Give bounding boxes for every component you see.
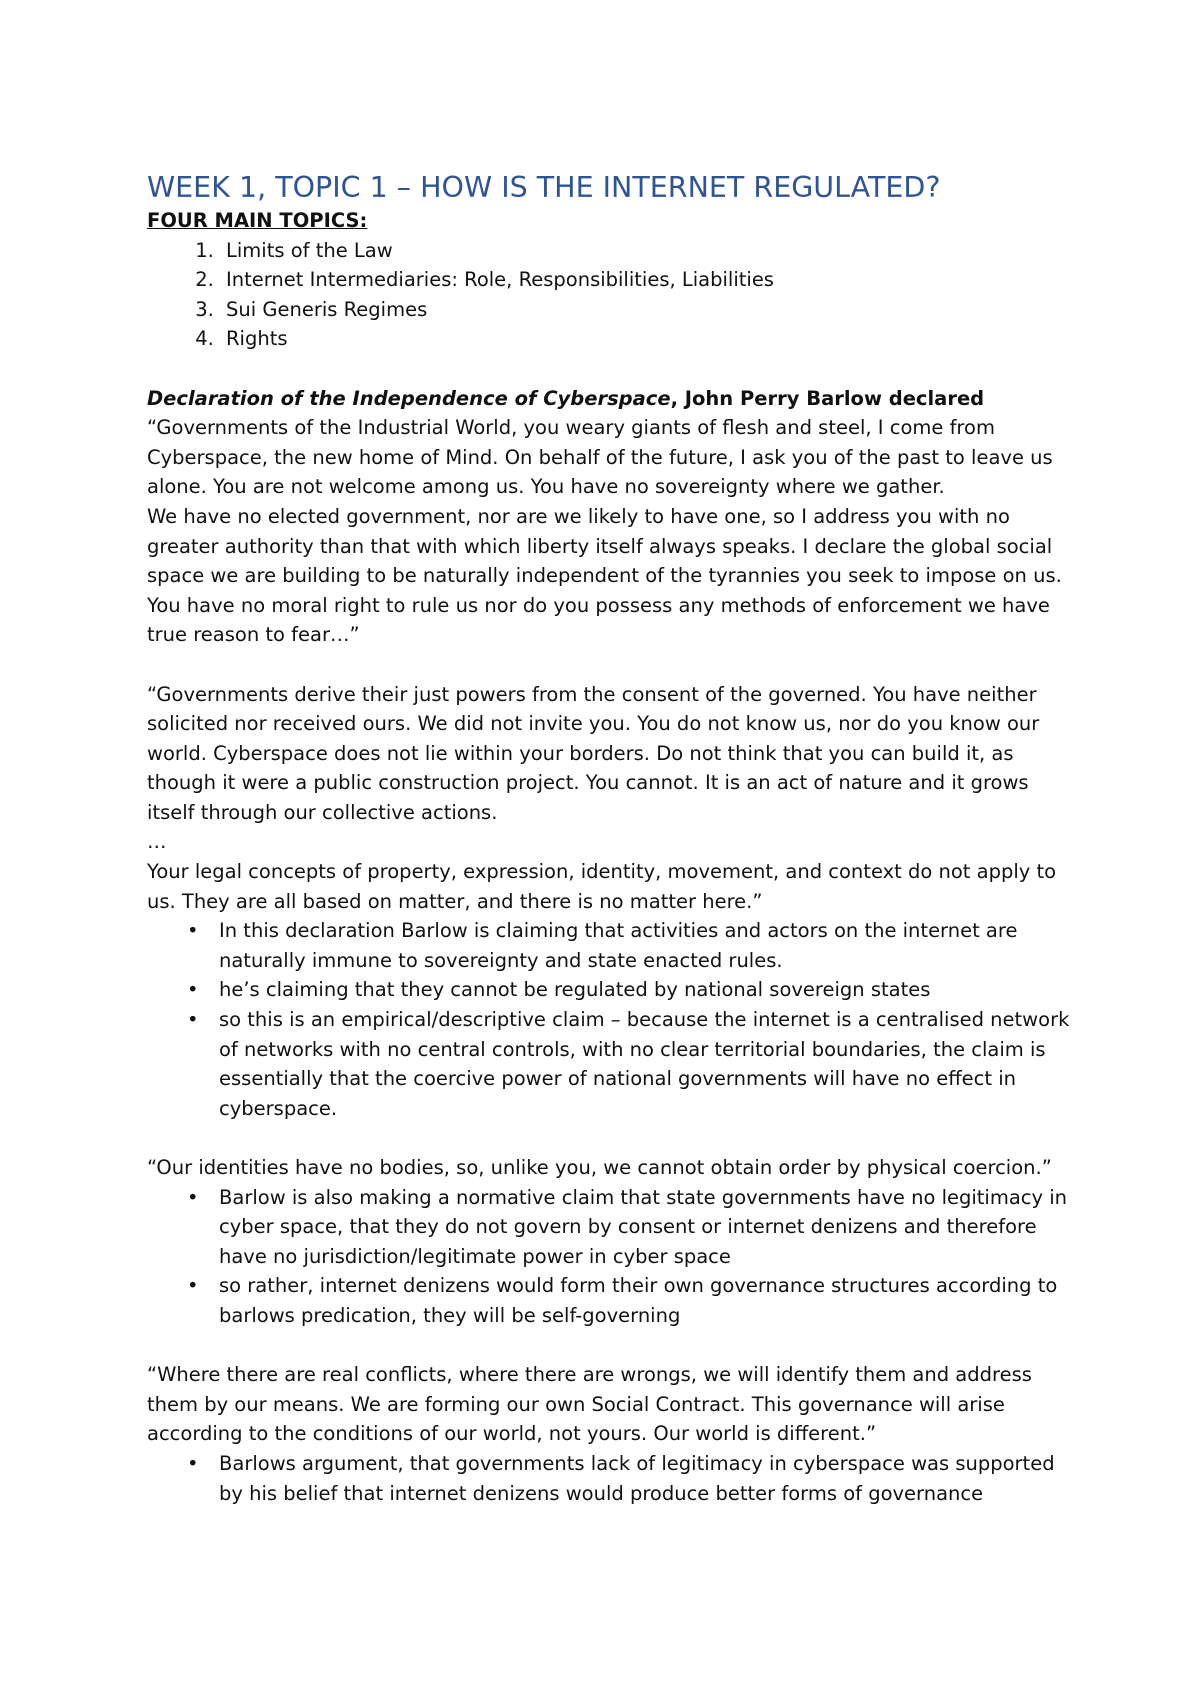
bullet-text: In this declaration Barlow is claiming that activities and actors on the internet are naturally immune to sovereignty and state enacted rules.: [219, 919, 1018, 972]
list-item: [187, 1005, 1080, 1123]
spacer: [147, 650, 1080, 680]
declaration-author: , John Perry Barlow declared: [670, 386, 985, 410]
spacer: [147, 1331, 1080, 1361]
bullet-text: he’s claiming that they cannot be regulated by national sovereign states: [219, 978, 931, 1002]
bullet-icon: •: [187, 978, 199, 1002]
bullet-text: Barlow is also making a normative claim that state governments have no legitimacy in cyber space, that they do not govern by consent or internet denizens and therefore have no jurisdiction/legitimate power in cyber space: [219, 1185, 1068, 1268]
bullet-text: so this is an empirical/descriptive claim – because the internet is a centralised network of networks with no central controls, with no clear territorial boundaries, the claim is essentially that the coercive power of national governments will have no effect in cyberspace.: [219, 1008, 1070, 1120]
quote-paragraph: We have no elected government, nor are we likely to have one, so I address you with no greater authority than that with which liberty itself always speaks. I declare the global social space we are building to be naturally independent of the tyrannies you seek to impose on us. You have no moral right to rule us nor do you possess any methods of enforcement we have true reason to fear…”: [147, 504, 1062, 647]
bullet-text: so rather, internet denizens would form their own governance structures according to barlows predication, they will be self-governing: [219, 1274, 1058, 1327]
bullet-icon: •: [187, 1274, 199, 1298]
list-item: 3. Sui Generis Regimes: [220, 295, 1080, 325]
list-item: [187, 916, 1080, 975]
topics-list: [147, 236, 1080, 354]
quote-paragraph: “Governments derive their just powers from the consent of the governed. You have neither solicited nor received ours. We did not invite you. You do not know us, nor do you know our world. Cyberspace does not lie within your borders. Do not think that you can build it, as though it were a public construction project. You cannot. It is an act of nature and it grows itself through our collective actions.: [147, 682, 1040, 824]
list-item: 4. Rights: [220, 324, 1080, 354]
quote-paragraph: “Our identities have no bodies, so, unlike you, we cannot obtain order by physical coercion.”: [147, 1156, 1052, 1179]
spacer: [147, 1123, 1080, 1153]
page-title: WEEK 1, TOPIC 1 – HOW IS THE INTERNET REGULATED?: [147, 171, 941, 204]
list-item: [187, 1183, 1080, 1272]
bullet-text: Barlows argument, that governments lack of legitimacy in cyberspace was supported by his belief that internet denizens would produce better forms of governance: [219, 1451, 1055, 1505]
quote-paragraph: “Where there are real conflicts, where there are wrongs, we will identify them and address them by our means. We are forming our own Social Contract. This governance will arise according to the conditions of our world, not yours. Our world is different.”: [147, 1363, 1032, 1446]
topics-subheading: FOUR MAIN TOPICS:: [147, 209, 368, 232]
quote-paragraph: Your legal concepts of property, expression, identity, movement, and context do not apply to us. They are all based on matter, and there is no matter here.”: [147, 860, 1057, 913]
bullet-icon: •: [187, 1185, 199, 1209]
list-item: 1. Limits of the Law: [220, 236, 1080, 266]
bullet-icon: •: [187, 919, 199, 943]
ellipsis: …: [147, 830, 167, 854]
list-item: [187, 975, 1080, 1005]
bullet-list: [147, 916, 1080, 1123]
document-body: [147, 206, 1080, 1508]
spacer: [147, 354, 1080, 384]
list-item: [187, 1449, 1080, 1508]
bullet-list: [147, 1183, 1080, 1331]
declaration-heading: [147, 384, 1080, 414]
list-item: [187, 1271, 1080, 1330]
list-item: 2. Internet Intermediaries: Role, Responsibilities, Liabilities: [220, 265, 1080, 295]
declaration-title: Declaration of the Independence of Cyberspace: [147, 386, 671, 410]
bullet-list: [147, 1449, 1080, 1508]
bullet-icon: •: [187, 1451, 199, 1475]
quote-paragraph: “Governments of the Industrial World, you weary giants of flesh and steel, I come from Cyberspace, the new home of Mind. On behalf of the future, I ask you of the past to leave us alone. You are not welcome among us. You have no sovereignty where we gather.: [147, 416, 1053, 499]
bullet-icon: •: [187, 1008, 199, 1032]
